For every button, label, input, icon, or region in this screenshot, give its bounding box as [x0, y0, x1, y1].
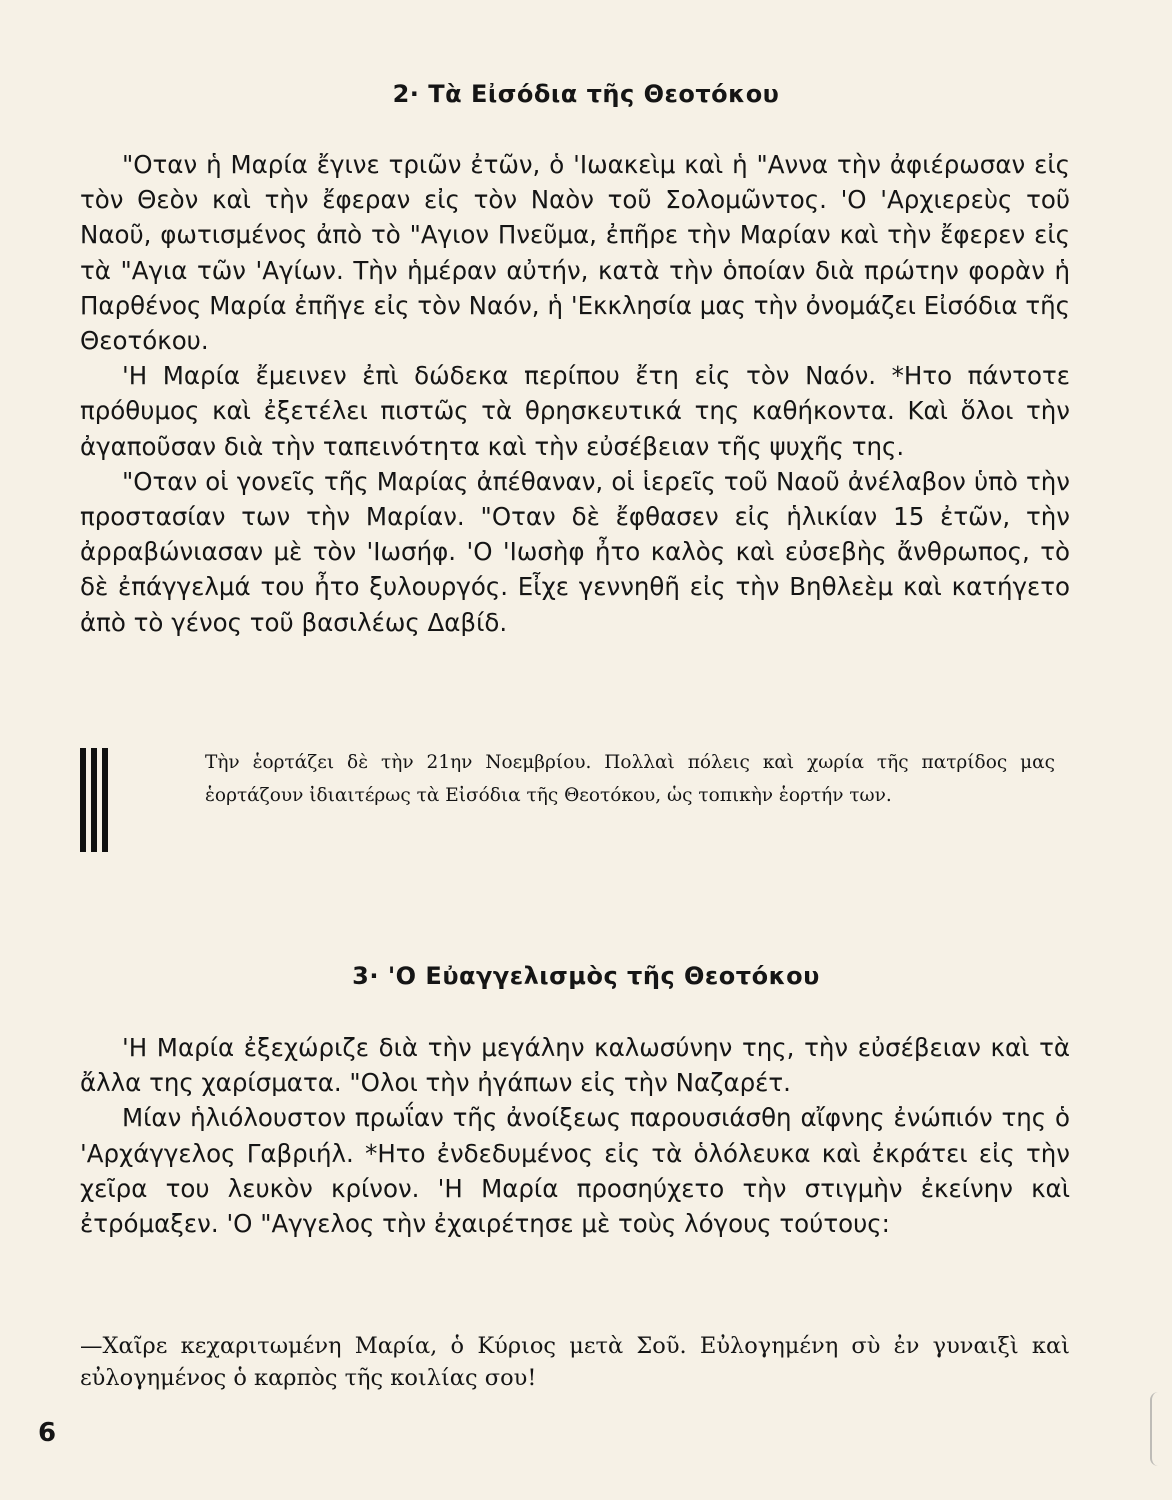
section-2-body [80, 147, 1070, 640]
section-3-title: 3· 'Ο Εὐαγγελισμὸς τῆς Θεοτόκου [352, 962, 820, 990]
paragraph: Μίαν ἡλιόλουστον πρωΐαν τῆς ἀνοίξεως παρουσιάσθη αἴφνης ἐνώπιόν της ὁ 'Αρχάγγελος Γαβριήλ. *Ητο ἐνδεδυμένος εἰς τὰ ὁλόλευκα καὶ ἐκράτει εἰς τὴν χεῖρα του λευκὸν κρίνον. 'Η Μαρία προσηύχετο τὴν στιγμὴν ἐκείνην καὶ ἐτρόμαξεν. 'Ο "Αγγελος τὴν ἐχαιρέτησε μὲ τοὺς λόγους τούτους: [80, 1103, 1070, 1239]
paragraph: 'Η Μαρία ἔμεινεν ἐπὶ δώδεκα περίπου ἔτη εἰς τὸν Ναόν. *Ητο πάντοτε πρόθυμος καὶ ἐξετέλει πιστῶς τὰ θρησκευτικά της καθήκοντα. Καὶ ὅλοι τὴν ἀγαποῦσαν διὰ τὴν ταπεινότητα καὶ τὴν εὐσέβειαν τῆς ψυχῆς της. [80, 361, 1070, 461]
page-number: 6 [38, 1418, 57, 1448]
angel-greeting-quote: —Χαῖρε κεχαριτωμένη Μαρία, ὁ Κύριος μετὰ Σοῦ. Εὐλογημένη σὺ ἐν γυναιξὶ καὶ εὐλογημένος ὁ καρπὸς τῆς κοιλίας σου! [80, 1333, 1070, 1391]
note-text: Τὴν ἑορτάζει δὲ τὴν 21ην Νοεμβρίου. Πολλαὶ πόλεις καὶ χωρία τῆς πατρίδος μας ἑορτάζουν ἰδιαιτέρως τὰ Εἰσόδια τῆς Θεοτόκου, ὡς τοπικὴν ἑορτήν των. [205, 752, 1055, 806]
paragraph: "Οταν ἡ Μαρία ἔγινε τριῶν ἐτῶν, ὁ 'Ιωακεὶμ καὶ ἡ "Αννα τὴν ἀφιέρωσαν εἰς τὸν Θεὸν καὶ τὴν ἔφεραν εἰς τὸν Ναὸν τοῦ Σολομῶντος. 'Ο 'Αρχιερεὺς τοῦ Ναοῦ, φωτισμένος ἀπὸ τὸ "Αγιον Πνεῦμα, ἐπῆρε τὴν Μαρίαν καὶ τὴν ἔφερεν εἰς τὰ "Αγια τῶν 'Αγίων. Τὴν ἡμέραν αὐτήν, κατὰ τὴν ὁποίαν διὰ πρώτην φορὰν ἡ Παρθένος Μαρία ἐπῆγε εἰς τὸν Ναόν, ἡ 'Εκκλησία μας τὴν ὀνομάζει Εἰσόδια τῆς Θεοτόκου. [80, 150, 1070, 356]
paragraph: "Οταν οἱ γονεῖς τῆς Μαρίας ἀπέθαναν, οἱ ἱερεῖς τοῦ Ναοῦ ἀνέλαβον ὑπὸ τὴν προστασίαν των τὴν Μαρίαν. "Οταν δὲ ἔφθασεν εἰς ἡλικίαν 15 ἐτῶν, τὴν ἀρραβώνιασαν μὲ τὸν 'Ιωσήφ. 'Ο 'Ιωσὴφ ἦτο καλὸς καὶ εὐσεβὴς ἄνθρωπος, τὸ δὲ ἐπάγγελμά του ἦτο ξυλουργός. Εἶχε γεννηθῆ εἰς τὴν Βηθλεὲμ καὶ κατήγετο ἀπὸ τὸ γένος τοῦ βασιλέως Δαβίδ. [80, 466, 1070, 637]
note-bar-marker [80, 748, 120, 852]
feast-note [80, 746, 1070, 858]
page-edge-mark [1150, 1392, 1164, 1466]
paragraph: 'Η Μαρία ἐξεχώριζε διὰ τὴν μεγάλην καλωσύνην της, τὴν εὐσέβειαν καὶ τὰ ἄλλα της χαρίσματα. "Ολοι τὴν ἠγάπων εἰς τὴν Ναζαρέτ. [80, 1033, 1070, 1098]
section-3-body [80, 1030, 1070, 1241]
section-2-title: 2· Τὰ Εἰσόδια τῆς Θεοτόκου [392, 80, 780, 108]
